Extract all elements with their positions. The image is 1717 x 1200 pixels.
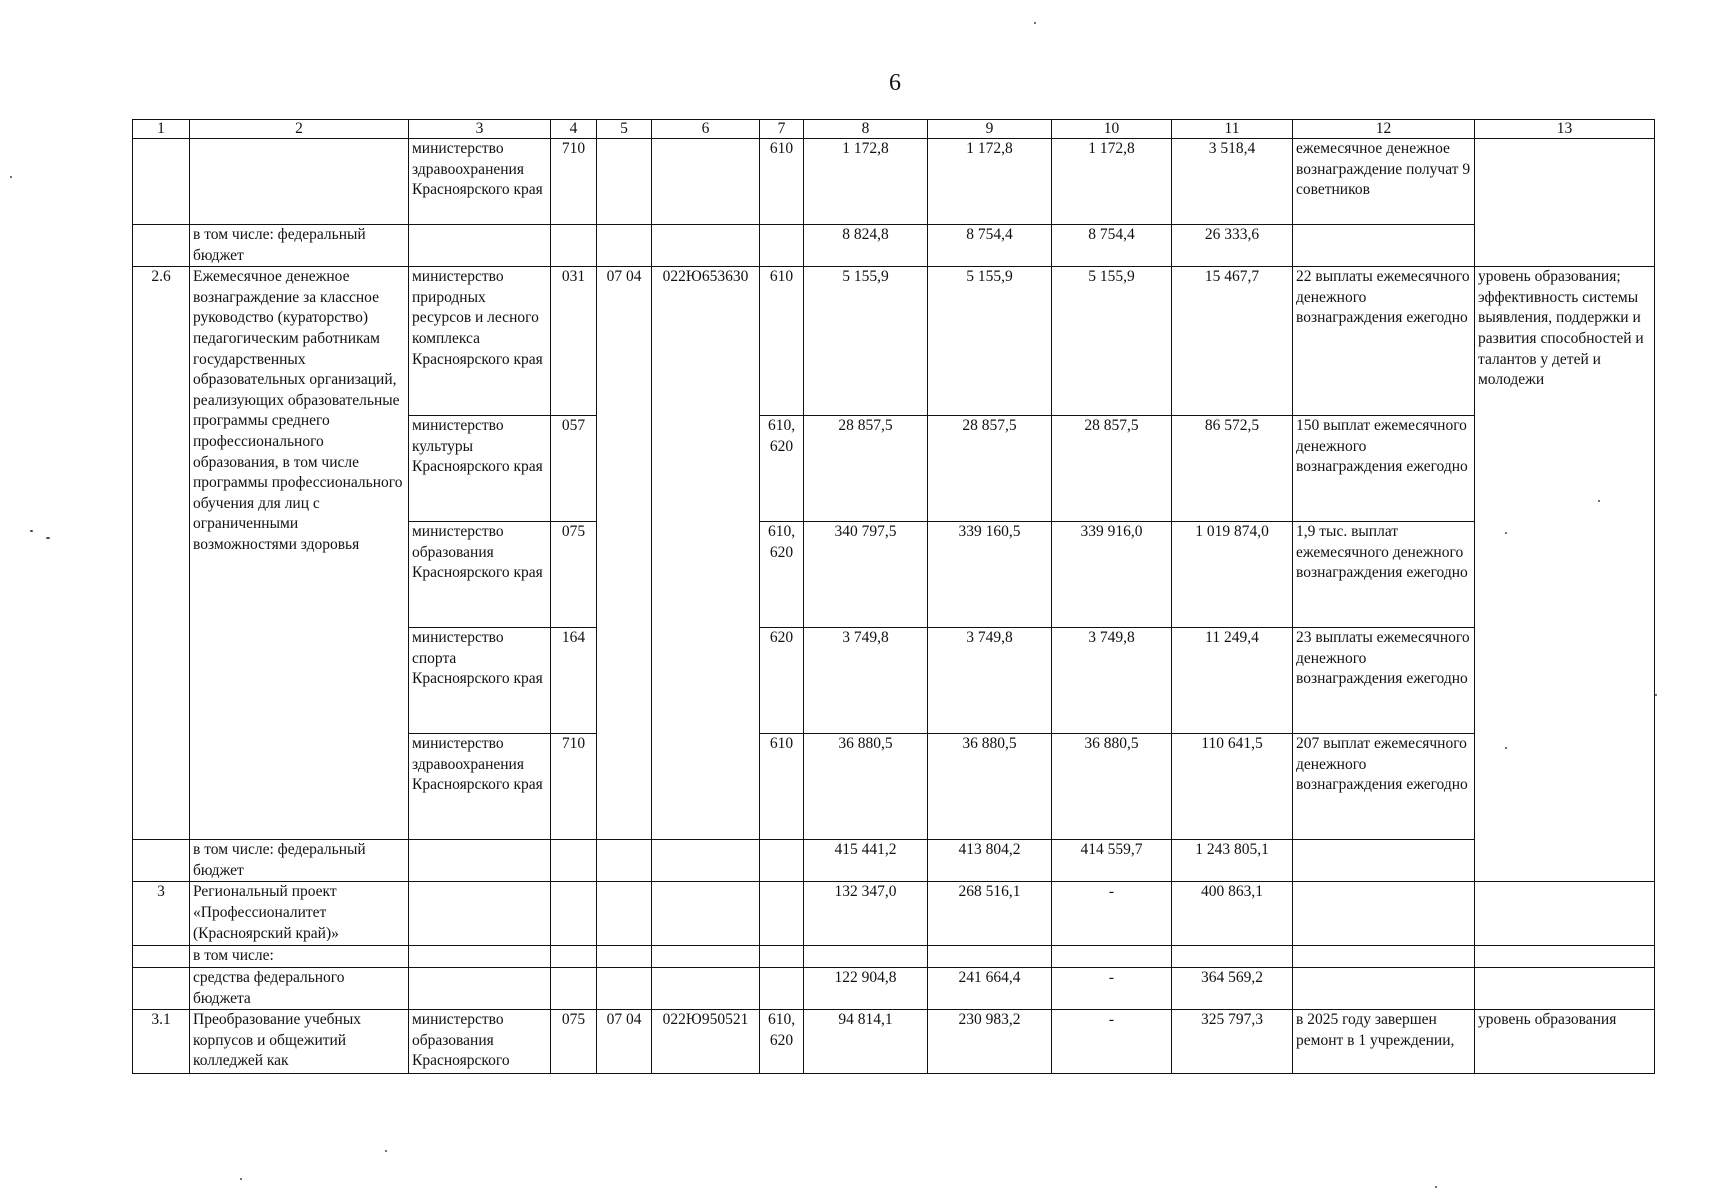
result-cell: ежемесячное денежное вознаграждение получат 9 советников — [1293, 139, 1475, 225]
scan-speck — [1655, 694, 1657, 696]
code-grbs-cell: 164 — [551, 628, 597, 734]
agency-cell: министерство спорта Красноярского края — [409, 628, 551, 734]
value-2027-cell: 28 857,5 — [1052, 416, 1172, 522]
code-section-cell — [597, 840, 652, 882]
code-expense-cell — [760, 967, 804, 1009]
scan-speck — [385, 1150, 387, 1152]
value-2025-cell: 415 441,2 — [804, 840, 928, 882]
budget-table-wrapper — [132, 119, 1655, 1074]
code-target-cell — [652, 882, 760, 946]
value-total-cell: 15 467,7 — [1172, 267, 1293, 416]
column-header: 6 — [652, 120, 760, 139]
code-expense-cell: 610 — [760, 139, 804, 225]
code-expense-cell: 620 — [760, 628, 804, 734]
indicator-cell: уровень образования; эффективность системы выявления, поддержки и развития способностей и талантов у детей и молодежи — [1475, 267, 1655, 882]
value-2027-cell: - — [1052, 967, 1172, 1009]
value-total-cell: 26 333,6 — [1172, 225, 1293, 267]
result-cell: 23 выплаты ежемесячного денежного вознаграждения ежегодно — [1293, 628, 1475, 734]
agency-cell — [409, 967, 551, 1009]
code-grbs-cell — [551, 225, 597, 267]
table-row — [133, 967, 1655, 1009]
table-row — [133, 946, 1655, 968]
row-number-cell — [133, 946, 190, 968]
code-target-cell — [652, 225, 760, 267]
indicator-cell — [1475, 946, 1655, 968]
value-total-cell — [1172, 946, 1293, 968]
result-cell — [1293, 946, 1475, 968]
code-expense-cell — [760, 840, 804, 882]
column-header: 12 — [1293, 120, 1475, 139]
scan-speck — [30, 530, 33, 532]
column-header: 3 — [409, 120, 551, 139]
value-2026-cell: 268 516,1 — [928, 882, 1052, 946]
indicator-cell — [1475, 882, 1655, 946]
measure-name-cell: Преобразование учебных корпусов и общежитий колледжей как — [190, 1010, 409, 1074]
value-2027-cell: 339 916,0 — [1052, 522, 1172, 628]
value-2026-cell: 5 155,9 — [928, 267, 1052, 416]
value-2025-cell: 3 749,8 — [804, 628, 928, 734]
value-2026-cell: 241 664,4 — [928, 967, 1052, 1009]
code-target-cell — [652, 967, 760, 1009]
code-grbs-cell: 057 — [551, 416, 597, 522]
result-cell: в 2025 году завершен ремонт в 1 учреждении, — [1293, 1010, 1475, 1074]
code-grbs-cell — [551, 967, 597, 1009]
value-2026-cell: 339 160,5 — [928, 522, 1052, 628]
agency-cell: министерство образования Красноярского — [409, 1010, 551, 1074]
scan-speck — [240, 1178, 242, 1180]
table-row — [133, 139, 1655, 225]
result-cell: 1,9 тыс. выплат ежемесячного денежного вознаграждения ежегодно — [1293, 522, 1475, 628]
indicator-cell: уровень образования — [1475, 1010, 1655, 1074]
column-header: 2 — [190, 120, 409, 139]
code-grbs-cell — [551, 840, 597, 882]
agency-cell: министерство здравоохранения Красноярского края — [409, 734, 551, 840]
result-cell — [1293, 967, 1475, 1009]
table-row — [133, 882, 1655, 946]
code-target-cell — [652, 946, 760, 968]
code-grbs-cell: 710 — [551, 734, 597, 840]
value-2025-cell — [804, 946, 928, 968]
result-cell — [1293, 840, 1475, 882]
code-target-cell — [652, 840, 760, 882]
value-2025-cell: 94 814,1 — [804, 1010, 928, 1074]
column-header: 13 — [1475, 120, 1655, 139]
row-number-cell — [133, 139, 190, 225]
value-2026-cell: 1 172,8 — [928, 139, 1052, 225]
row-number-cell: 3 — [133, 882, 190, 946]
table-row — [133, 1010, 1655, 1074]
column-header: 4 — [551, 120, 597, 139]
value-2027-cell: 1 172,8 — [1052, 139, 1172, 225]
value-total-cell: 86 572,5 — [1172, 416, 1293, 522]
code-grbs-cell: 075 — [551, 522, 597, 628]
table-row — [133, 225, 1655, 267]
value-total-cell: 400 863,1 — [1172, 882, 1293, 946]
value-2026-cell: 230 983,2 — [928, 1010, 1052, 1074]
table-header-row — [133, 120, 1655, 139]
code-target-cell — [652, 139, 760, 225]
agency-cell: министерство здравоохранения Красноярского края — [409, 139, 551, 225]
value-2025-cell: 122 904,8 — [804, 967, 928, 1009]
code-expense-cell — [760, 882, 804, 946]
value-2026-cell: 413 804,2 — [928, 840, 1052, 882]
column-header: 1 — [133, 120, 190, 139]
column-header: 9 — [928, 120, 1052, 139]
value-2025-cell: 1 172,8 — [804, 139, 928, 225]
code-section-cell — [597, 967, 652, 1009]
budget-table — [132, 119, 1655, 1074]
scan-speck — [1598, 500, 1600, 502]
code-target-cell: 022Ю653630 — [652, 267, 760, 840]
value-2025-cell: 340 797,5 — [804, 522, 928, 628]
value-2026-cell — [928, 946, 1052, 968]
code-expense-cell: 610, 620 — [760, 522, 804, 628]
value-2025-cell: 36 880,5 — [804, 734, 928, 840]
row-number-cell: 3.1 — [133, 1010, 190, 1074]
agency-cell — [409, 840, 551, 882]
agency-cell: министерство природных ресурсов и лесного комплекса Красноярского края — [409, 267, 551, 416]
row-number-cell — [133, 967, 190, 1009]
code-section-cell — [597, 139, 652, 225]
scan-speck — [1505, 532, 1507, 534]
value-2027-cell: - — [1052, 882, 1172, 946]
value-2027-cell: 5 155,9 — [1052, 267, 1172, 416]
code-expense-cell — [760, 225, 804, 267]
value-total-cell: 11 249,4 — [1172, 628, 1293, 734]
code-section-cell — [597, 882, 652, 946]
measure-name-cell: в том числе: федеральный бюджет — [190, 225, 409, 267]
value-total-cell: 1 243 805,1 — [1172, 840, 1293, 882]
result-cell — [1293, 225, 1475, 267]
value-2026-cell: 8 754,4 — [928, 225, 1052, 267]
value-2027-cell — [1052, 946, 1172, 968]
code-expense-cell: 610 — [760, 734, 804, 840]
value-2027-cell: - — [1052, 1010, 1172, 1074]
agency-cell — [409, 946, 551, 968]
measure-name-cell: в том числе: федеральный бюджет — [190, 840, 409, 882]
scan-speck — [1435, 1186, 1437, 1188]
agency-cell — [409, 225, 551, 267]
result-cell: 22 выплаты ежемесячного денежного вознаграждения ежегодно — [1293, 267, 1475, 416]
code-expense-cell: 610, 620 — [760, 416, 804, 522]
code-grbs-cell: 031 — [551, 267, 597, 416]
column-header: 5 — [597, 120, 652, 139]
scan-speck — [1505, 747, 1507, 749]
measure-name-cell: средства федерального бюджета — [190, 967, 409, 1009]
code-grbs-cell: 075 — [551, 1010, 597, 1074]
code-section-cell — [597, 225, 652, 267]
row-number-cell — [133, 225, 190, 267]
value-2026-cell: 3 749,8 — [928, 628, 1052, 734]
agency-cell — [409, 882, 551, 946]
row-number-cell: 2.6 — [133, 267, 190, 840]
table-row — [133, 267, 1655, 416]
result-cell: 150 выплат ежемесячного денежного вознаграждения ежегодно — [1293, 416, 1475, 522]
indicator-cell — [1475, 139, 1655, 267]
code-grbs-cell: 710 — [551, 139, 597, 225]
code-grbs-cell — [551, 946, 597, 968]
result-cell: 207 выплат ежемесячного денежного вознаграждения ежегодно — [1293, 734, 1475, 840]
scan-speck — [1034, 22, 1036, 24]
agency-cell: министерство культуры Красноярского края — [409, 416, 551, 522]
measure-name-cell: в том числе: — [190, 946, 409, 968]
result-cell — [1293, 882, 1475, 946]
code-target-cell: 022Ю950521 — [652, 1010, 760, 1074]
measure-name-cell: Ежемесячное денежное вознаграждение за классное руководство (кураторство) педагогическим работникам государственных образовательных организаций, реализующих образовательные программы среднего профессионального образования, в том числе программы профессионального обучения для лиц с ограниченными возможностями здоровья — [190, 267, 409, 840]
value-2025-cell: 5 155,9 — [804, 267, 928, 416]
value-total-cell: 1 019 874,0 — [1172, 522, 1293, 628]
row-number-cell — [133, 840, 190, 882]
column-header: 7 — [760, 120, 804, 139]
code-section-cell: 07 04 — [597, 1010, 652, 1074]
column-header: 11 — [1172, 120, 1293, 139]
value-2027-cell: 8 754,4 — [1052, 225, 1172, 267]
value-total-cell: 325 797,3 — [1172, 1010, 1293, 1074]
value-2026-cell: 36 880,5 — [928, 734, 1052, 840]
code-section-cell — [597, 946, 652, 968]
value-2025-cell: 132 347,0 — [804, 882, 928, 946]
code-expense-cell: 610, 620 — [760, 1010, 804, 1074]
value-2027-cell: 3 749,8 — [1052, 628, 1172, 734]
value-2026-cell: 28 857,5 — [928, 416, 1052, 522]
code-expense-cell — [760, 946, 804, 968]
column-header: 10 — [1052, 120, 1172, 139]
value-2025-cell: 8 824,8 — [804, 225, 928, 267]
table-row — [133, 840, 1655, 882]
value-2025-cell: 28 857,5 — [804, 416, 928, 522]
indicator-cell — [1475, 967, 1655, 1009]
value-total-cell: 3 518,4 — [1172, 139, 1293, 225]
scan-speck — [46, 537, 50, 539]
code-section-cell: 07 04 — [597, 267, 652, 840]
measure-name-cell — [190, 139, 409, 225]
value-2027-cell: 414 559,7 — [1052, 840, 1172, 882]
measure-name-cell: Региональный проект «Профессионалитет (Красноярский край)» — [190, 882, 409, 946]
value-total-cell: 110 641,5 — [1172, 734, 1293, 840]
code-grbs-cell — [551, 882, 597, 946]
code-expense-cell: 610 — [760, 267, 804, 416]
value-total-cell: 364 569,2 — [1172, 967, 1293, 1009]
value-2027-cell: 36 880,5 — [1052, 734, 1172, 840]
page-number: 6 — [889, 70, 901, 96]
agency-cell: министерство образования Красноярского края — [409, 522, 551, 628]
scan-speck — [10, 176, 12, 178]
column-header: 8 — [804, 120, 928, 139]
